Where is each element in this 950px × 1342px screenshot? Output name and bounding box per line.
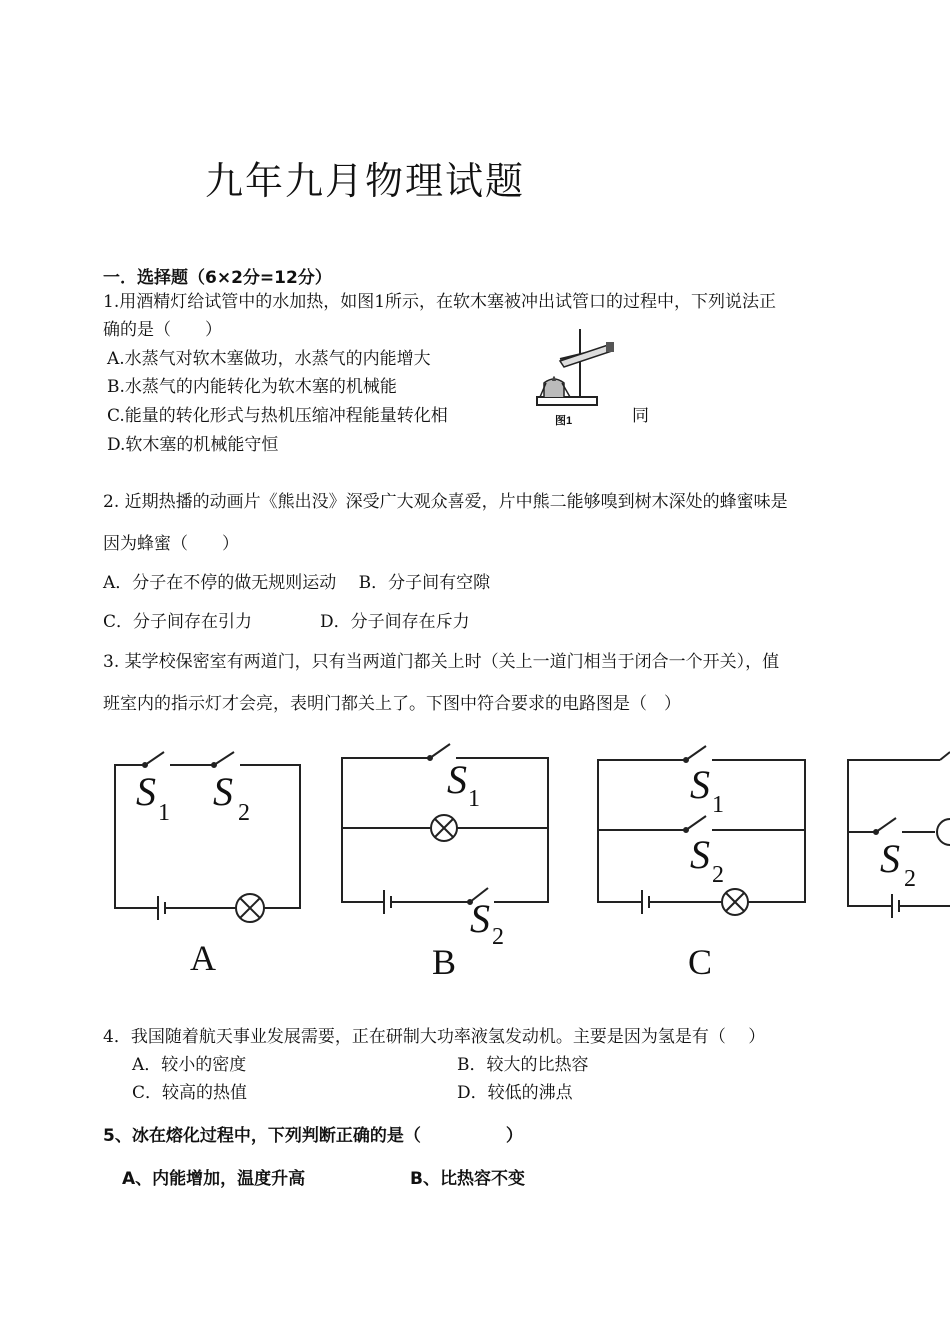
test-tube-figure (530, 325, 620, 430)
label-s1-a-sub: 1 (158, 800, 170, 826)
label-s1-b-sub: 1 (468, 786, 480, 812)
section-heading: 一．选择题（6×2分=12分） (103, 268, 332, 288)
label-circuit-a: A (190, 938, 216, 978)
q1-option-b: B.水蒸气的内能转化为软木塞的机械能 (107, 377, 397, 397)
label-s2-d: S (880, 836, 900, 881)
q2-options-line1: A．分子在不停的做无规则运动 B．分子间有空隙 (103, 573, 491, 593)
label-s2-c-sub: 2 (712, 862, 724, 888)
q1-stem-line2: 确的是（ ） (103, 320, 222, 340)
label-s2-b: S (470, 896, 490, 941)
label-circuit-c: C (688, 942, 713, 982)
q4-option-c: C．较高的热值 (132, 1083, 248, 1103)
page-title: 九年九月物理试题 (205, 159, 526, 203)
circuit-diagrams (0, 730, 950, 990)
label-s1-a: S (136, 769, 156, 814)
label-s2-a: S (213, 769, 233, 814)
q4-option-a: A．较小的密度 (132, 1055, 247, 1075)
q4-option-b: B．较大的比热容 (457, 1055, 589, 1075)
label-s2-b-sub: 2 (492, 924, 504, 950)
figure-1-label: 图1 (555, 415, 573, 427)
q3-stem-line2: 班室内的指示灯才会亮，表明门都关上了。下图中符合要求的电路图是（ ） (103, 694, 681, 714)
q1-option-c-tail: 同 (632, 406, 649, 426)
q4-stem: 4．我国随着航天事业发展需要，正在研制大功率液氢发动机。主要是因为氢是有（ ） (103, 1027, 766, 1047)
q3-stem-line1: 3. 某学校保密室有两道门，只有当两道门都关上时（关上一道门相当于闭合一个开关），值 (103, 652, 780, 672)
q1-option-c: C.能量的转化形式与热机压缩冲程能量转化相 (107, 406, 448, 426)
q5-option-b: B、比热容不变 (410, 1169, 525, 1189)
label-s1-c-sub: 1 (712, 792, 724, 818)
label-s2-a-sub: 2 (238, 800, 250, 826)
q1-option-a: A.水蒸气对软木塞做功，水蒸气的内能增大 (107, 349, 431, 369)
q2-stem-line2: 因为蜂蜜（ ） (103, 534, 239, 554)
label-s1-b: S (447, 757, 467, 802)
q2-stem-line1: 2. 近期热播的动画片《熊出没》深受广大观众喜爱，片中熊二能够嗅到树木深处的蜂蜜味是 (103, 492, 788, 512)
circuit-d (848, 752, 950, 918)
q1-stem-line1: 1.用酒精灯给试管中的水加热，如图1所示，在软木塞被冲出试管口的过程中，下列说法正 (103, 292, 777, 312)
label-s2-d-sub: 2 (904, 866, 916, 892)
q1-option-d: D.软木塞的机械能守恒 (107, 435, 279, 455)
circuit-b (342, 744, 548, 914)
q2-options-line2: C．分子间存在引力 D．分子间存在斥力 (103, 612, 470, 632)
q4-option-d: D．较低的沸点 (457, 1083, 573, 1103)
q5-option-a: A、内能增加，温度升高 (122, 1169, 306, 1189)
label-s1-c: S (690, 762, 710, 807)
label-circuit-b: B (432, 942, 457, 982)
q5-stem: 5、冰在熔化过程中，下列判断正确的是（ ） (103, 1126, 523, 1146)
label-s2-c: S (690, 832, 710, 877)
